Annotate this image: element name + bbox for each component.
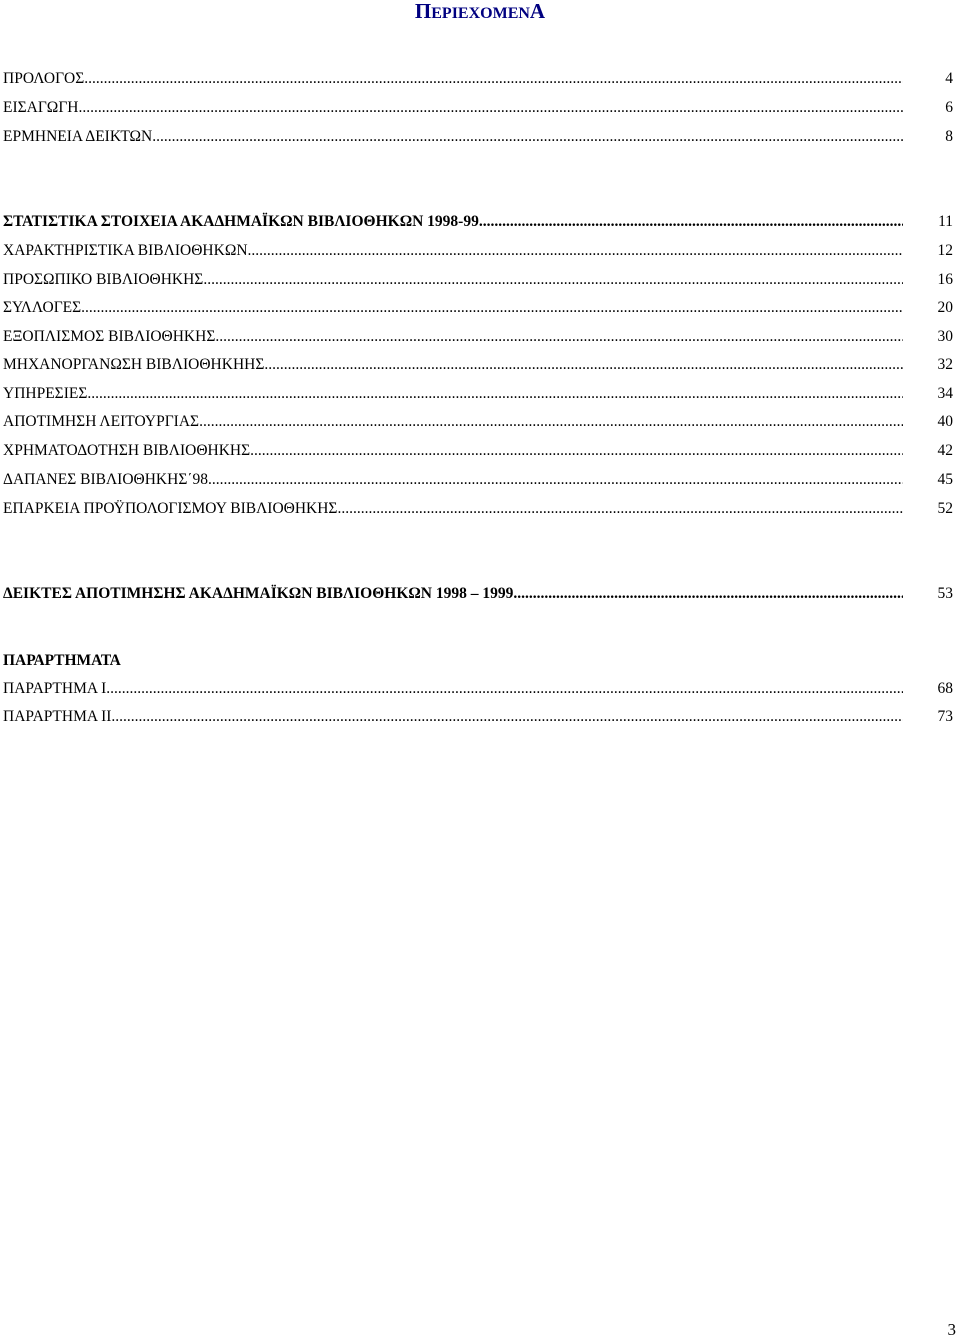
toc-entry-collections[interactable]: [3, 297, 953, 319]
toc-entry-label: ΕΙΣΑΓΩΓΗ: [3, 99, 79, 116]
toc-entry-label: ΣΥΛΛΟΓΕΣ: [3, 299, 82, 316]
toc-entry-funding[interactable]: [3, 440, 953, 462]
toc-entry-page: 52: [937, 500, 953, 517]
toc-dot-leader: [264, 354, 903, 376]
toc-entry-introduction[interactable]: [3, 97, 953, 119]
toc-entry-page: 4: [945, 70, 953, 87]
title-final-letter: Α: [529, 0, 546, 23]
toc-entry-page: 45: [937, 471, 953, 488]
toc-entry-indicator-interpretation[interactable]: [3, 126, 953, 148]
toc-section-label: ΔΕΙΚΤΕΣ ΑΠΟΤΙΜΗΣΗΣ ΑΚΑΔΗΜΑΪΚΩΝ ΒΙΒΛΙΟΘΗΚΩΝ 1998 – 1999: [3, 585, 514, 602]
toc-dot-leader: [203, 269, 903, 291]
toc-entry-label: ΜΗΧΑΝΟΡΓΑΝΩΣΗ ΒΙΒΛΙΟΘΗΚΗΗΣ: [3, 356, 265, 373]
toc-dot-leader: [111, 706, 903, 728]
toc-entry-characteristics[interactable]: [3, 240, 953, 262]
toc-entry-budget-adequacy[interactable]: [3, 498, 953, 520]
toc-entry-label: ΕΠΑΡΚΕΙΑ ΠΡΟΫΠΟΛΟΓΙΣΜΟΥ ΒΙΒΛΙΟΘΗΚΗΣ: [3, 500, 338, 517]
toc-entry-label: ΧΡΗΜΑΤΟΔΟΤΗΣΗ ΒΙΒΛΙΟΘΗΚΗΣ: [3, 442, 251, 459]
toc-dot-leader: [215, 326, 903, 348]
toc-dot-leader: [152, 126, 903, 148]
toc-section-page: 11: [938, 213, 953, 230]
toc-entry-page: 30: [937, 328, 953, 345]
toc-entry-label: ΧΑΡΑΚΤΗΡΙΣΤΙΚΑ ΒΙΒΛΙΟΘΗΚΩΝ: [3, 242, 248, 259]
toc-dot-leader: [87, 383, 903, 405]
toc-section-label: ΣΤΑΤΙΣΤΙΚΑ ΣΤΟΙΧΕΙΑ ΑΚΑΔΗΜΑΪΚΩΝ ΒΙΒΛΙΟΘΗΚΩΝ 1998-99: [3, 213, 479, 230]
page-number: 3: [947, 1320, 956, 1339]
toc-dot-leader: [250, 440, 903, 462]
toc-entry-label: ΑΠΟΤΙΜΗΣΗ ΛΕΙΤΟΥΡΓΙΑΣ: [3, 413, 200, 430]
toc-entry-page: 34: [937, 385, 953, 402]
toc-entry-page: 20: [937, 299, 953, 316]
toc-entry-label: ΕΞΟΠΛΙΣΜΟΣ ΒΙΒΛΙΟΘΗΚΗΣ: [3, 328, 216, 345]
toc-entry-page: 8: [945, 128, 953, 145]
toc-entry-prologue[interactable]: [3, 68, 953, 90]
toc-section-page: 53: [937, 585, 953, 602]
toc-dot-leader: [78, 97, 903, 119]
page-title: [0, 0, 960, 28]
toc-dot-leader: [106, 678, 903, 700]
toc-entry-staff[interactable]: [3, 269, 953, 291]
toc-entry-label: ΠΑΡΑΡΤΗΜΑ Ι: [3, 680, 107, 697]
toc-entry-equipment[interactable]: [3, 326, 953, 348]
toc-section-statistics[interactable]: [3, 211, 953, 233]
title-initial: Π: [414, 0, 432, 23]
toc-entry-expenses[interactable]: [3, 469, 953, 491]
title-rest: ΕΡΙΕΧΟΜΕΝ: [431, 5, 530, 22]
toc-entry-page: 73: [937, 708, 953, 725]
toc-entry-appendix-2[interactable]: [3, 706, 953, 728]
toc-entry-page: 40: [937, 413, 953, 430]
toc-dot-leader: [81, 297, 903, 319]
toc-dot-leader: [208, 469, 903, 491]
toc-entry-page: 68: [937, 680, 953, 697]
toc-entry-evaluation[interactable]: [3, 411, 953, 433]
toc-entry-page: 16: [937, 271, 953, 288]
toc-dot-leader: [199, 411, 903, 433]
toc-entry-page: 32: [937, 356, 953, 373]
toc-entry-page: 12: [937, 242, 953, 259]
toc-entry-appendix-1[interactable]: [3, 678, 953, 700]
toc-section-indicators[interactable]: [3, 583, 953, 605]
toc-entry-label: ΕΡΜΗΝΕΙΑ ΔΕΙΚΤΩΝ: [3, 128, 153, 145]
toc-entry-label: ΥΠΗΡΕΣΙΕΣ: [3, 385, 88, 402]
toc-dot-leader: [479, 211, 903, 233]
toc-dot-leader: [513, 583, 903, 605]
toc-entry-label: ΔΑΠΑΝΕΣ ΒΙΒΛΙΟΘΗΚΗΣ΄98: [3, 471, 208, 488]
toc-entry-label: ΠΡΟΣΩΠΙΚΟ ΒΙΒΛΙΟΘΗΚΗΣ: [3, 271, 204, 288]
toc-dot-leader: [248, 240, 903, 262]
toc-entry-page: 42: [937, 442, 953, 459]
toc-entry-services[interactable]: [3, 383, 953, 405]
toc-dot-leader: [337, 498, 903, 520]
toc-entry-label: ΠΡΟΛΟΓΟΣ: [3, 70, 85, 87]
toc-entry-label: ΠΑΡΑΡΤΗΜΑ ΙΙ: [3, 708, 112, 725]
toc-entry-page: 6: [945, 99, 953, 116]
toc-entry-automation[interactable]: [3, 354, 953, 376]
appendices-heading: ΠΑΡΑΡΤΗΜΑΤΑ: [3, 652, 121, 669]
toc-dot-leader: [84, 68, 903, 90]
